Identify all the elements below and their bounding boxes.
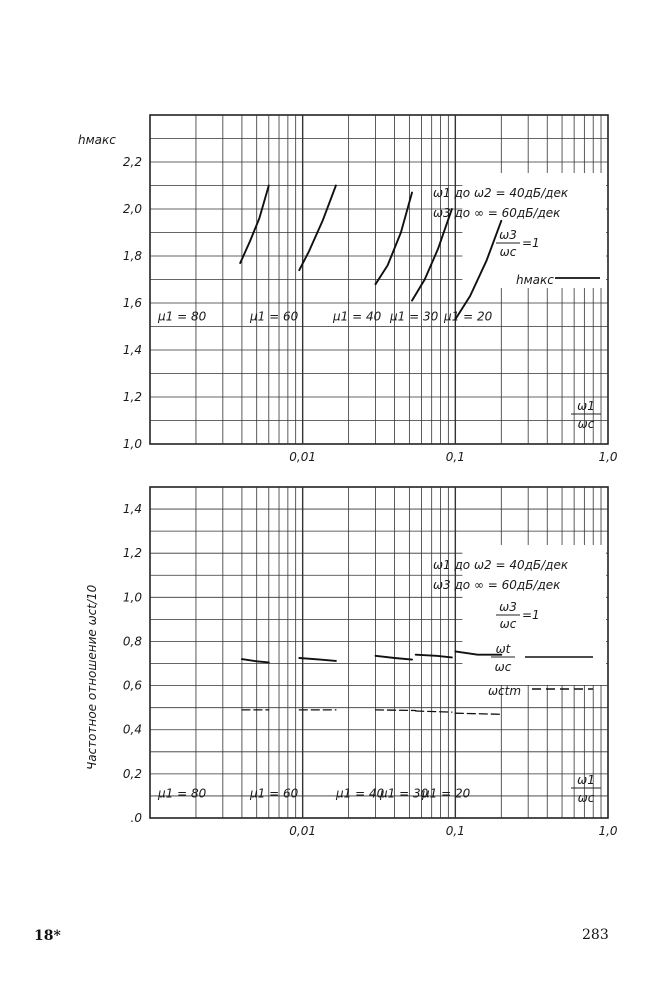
y-axis-label: Частотное отношение ωct/10: [85, 584, 99, 770]
mu-label: μ1 = 40: [336, 786, 385, 801]
y-tick-label: 1,0: [122, 437, 142, 451]
x-tick-label: 0,1: [445, 824, 465, 838]
page-footer-mark: 18*: [34, 928, 61, 944]
mu-label: μ1 = 40: [333, 309, 382, 324]
legend-ratio-eq: =1: [522, 608, 540, 622]
series-line-dashed: [455, 713, 501, 714]
chart-h-max: [78, 115, 618, 464]
y-tick-label: 0,6: [122, 678, 142, 693]
legend-solid-den: ωc: [494, 660, 512, 674]
x-axis-label-num: ω1: [577, 773, 595, 787]
y-tick-label: 2,0: [122, 202, 142, 216]
y-tick-label: 0,8: [122, 634, 142, 649]
x-tick-label: 0,01: [289, 450, 317, 464]
legend-line-1: ω1 до ω2 = 40дБ/дек: [433, 558, 569, 572]
series-line: [242, 659, 269, 662]
y-tick-label: 1,6: [122, 296, 142, 310]
mu-label: μ1 = 80: [158, 309, 207, 324]
legend-line-2: ω3 до ∞ = 60дБ/дек: [433, 206, 561, 220]
series-line: [299, 658, 336, 661]
x-tick-label: 1,0: [598, 824, 618, 838]
mu-label: μ1 = 30: [380, 786, 429, 801]
legend-ratio-den: ωc: [499, 245, 517, 259]
x-axis-label-den: ωc: [577, 791, 595, 805]
chart-frequency-ratio: [85, 487, 618, 838]
y-tick-label: 0,4: [122, 722, 142, 737]
legend-ratio-den: ωc: [499, 617, 517, 631]
mu-label: μ1 = 30: [390, 309, 439, 324]
y-tick-label: 0,2: [122, 766, 142, 781]
legend-dashed-label: ωctm: [488, 684, 522, 698]
y-tick-label: 1,4: [122, 502, 142, 517]
page-number: 283: [582, 927, 609, 943]
legend-solid-num: ωt: [495, 642, 511, 656]
x-tick-label: 0,01: [289, 824, 317, 838]
legend-line-2: ω3 до ∞ = 60дБ/дек: [433, 578, 561, 592]
series-line: [240, 186, 269, 264]
legend-ratio-num: ω3: [499, 228, 517, 242]
series-line: [376, 656, 413, 660]
mu-label: μ1 = 80: [158, 786, 207, 801]
x-axis-label-den: ωc: [577, 417, 595, 431]
y-tick-label: .0: [130, 811, 142, 825]
y-tick-label: 2,2: [122, 155, 142, 169]
series-line: [299, 186, 336, 271]
x-axis-label-num: ω1: [577, 399, 595, 413]
mu-label: μ1 = 20: [444, 309, 493, 324]
legend-ratio-eq: =1: [522, 236, 540, 250]
y-tick-label: 1,2: [122, 390, 142, 404]
legend-line-1: ω1 до ω2 = 40дБ/дек: [433, 186, 569, 200]
y-axis-label: hмакс: [78, 133, 116, 147]
x-tick-label: 0,1: [445, 450, 465, 464]
legend-series-label: hмакс: [516, 273, 554, 287]
y-tick-label: 1,2: [122, 546, 142, 561]
y-tick-label: 1,8: [122, 249, 142, 263]
mu-label: μ1 = 60: [250, 309, 299, 324]
y-tick-label: 1,0: [122, 590, 142, 605]
y-tick-label: 1,4: [122, 343, 142, 357]
x-tick-label: 1,0: [598, 450, 618, 464]
mu-label: μ1 = 20: [422, 786, 471, 801]
mu-label: μ1 = 60: [250, 786, 299, 801]
series-line: [376, 193, 413, 285]
legend-ratio-num: ω3: [499, 600, 517, 614]
